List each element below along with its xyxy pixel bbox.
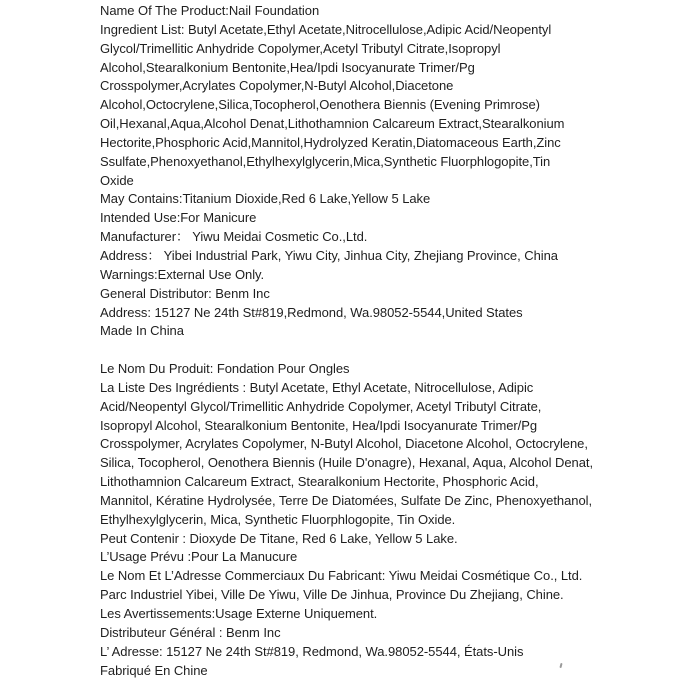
ingredient-list-line: Ssulfate,Phenoxyethanol,Ethylhexylglycerin,Mica,Synthetic Fluorphlogopite,Tin [100,153,551,169]
warnings-line: Warnings:External Use Only. [100,266,265,282]
ingredient-list-line: Alcohol,Octocrylene,Silica,Tocopherol,Oenothera Biennis (Evening Primrose) [100,97,540,113]
ingredient-list-line: Ingredient List: Butyl Acetate,Ethyl Acetate,Nitrocellulose,Adipic Acid/Neopentyl [100,21,552,37]
ingredient-list-line-fr: Crosspolymer, Acrylates Copolymer, N-Butyl Alcohol, Diacetone Alcohol, Octocrylene, [100,436,588,452]
label-text-block [100,2,660,679]
warnings-line-fr: Les Avertissements:Usage Externe Uniquement. [100,606,378,621]
distributor-line-fr: Distributeur Général : Benm Inc [100,624,281,640]
ingredient-list-line-fr: Lithothamnion Calcareum Extract, Stearalkonium Hectorite, Phosphoric Acid, [100,474,539,490]
product-name-line: Name Of The Product:Nail Foundation [100,3,320,18]
ingredient-list-line: Oil,Hexanal,Aqua,Alcohol Denat,Lithothamnion Calcareum Extract,Stearalkonium [100,116,565,132]
section-separator [100,341,660,360]
may-contains-line: May Contains:Titanium Dioxide,Red 6 Lake,Yellow 5 Lake [100,191,431,207]
ingredient-list-line: Alcohol,Stearalkonium Bentonite,Hea/Ipdi Isocyanurate Trimer/Pg [100,59,475,75]
manufacturer-line-fr: Le Nom Et L’Adresse Commerciaux Du Fabricant: Yiwu Meidai Cosmétique Co., Ltd. [100,568,583,584]
manufacturer-address-line: Address： Yibei Industrial Park, Yiwu City, Jinhua City, Zhejiang Province, China [100,247,558,263]
intended-use-line-fr: L’Usage Prévu :Pour La Manucure [100,549,298,565]
made-in-line-fr: Fabriqué En Chine [100,662,208,678]
distributor-address-line: Address: 15127 Ne 24th St#819,Redmond, Wa.98052-5544,United States [100,304,523,320]
manufacturer-address-line-fr: Parc Industriel Yibei, Ville De Yiwu, Ville De Jinhua, Province Du Zhejiang, Chine. [100,587,564,603]
product-name-line-fr: Le Nom Du Produit: Fondation Pour Ongles [100,361,350,377]
intended-use-line: Intended Use:For Manicure [100,210,257,226]
ingredient-list-line-fr: Silica, Tocopherol, Oenothera Biennis (Huile D'onagre), Hexanal, Aqua, Alcohol Denat, [100,455,594,471]
ingredient-list-line-fr: Isopropyl Alcohol, Stearalkonium Bentonite, Hea/Ipdi Isocyanurate Trimer/Pg [100,417,538,433]
may-contains-line-fr: Peut Contenir : Dioxyde De Titane, Red 6 Lake, Yellow 5 Lake. [100,530,458,546]
ingredient-list-line-fr: Mannitol, Kératine Hydrolysée, Terre De Diatomées, Sulfate De Zinc, Phenoxyethanol, [100,492,593,508]
ingredient-list-line-fr: La Liste Des Ingrédients : Butyl Acetate, Ethyl Acetate, Nitrocellulose, Adipic [100,379,534,395]
distributor-address-line-fr: L’ Adresse: 15127 Ne 24th St#819, Redmond, Wa.98052-5544, États-Unis [100,643,524,659]
ingredient-list-line-fr: Acid/Neopentyl Glycol/Trimellitic Anhydride Copolymer, Acetyl Tributyl Citrate, [100,398,542,414]
made-in-line: Made In China [100,323,184,339]
ingredient-list-line: Hectorite,Phosphoric Acid,Mannitol,Hydrolyzed Keratin,Diatomaceous Earth,Zinc [100,134,561,150]
ingredient-list-line-fr: Ethylhexylglycerin, Mica, Synthetic Fluorphlogopite, Tin Oxide. [100,511,456,527]
ingredient-list-line: Glycol/Trimellitic Anhydride Copolymer,Acetyl Tributyl Citrate,Isopropyl [100,40,501,56]
english-label-section [100,2,660,341]
manufacturer-line: Manufacturer： Yiwu Meidai Cosmetic Co.,Ltd. [100,229,368,245]
distributor-line: General Distributor: Benm Inc [100,285,270,301]
ingredient-list-line: Crosspolymer,Acrylates Copolymer,N-Butyl Alcohol,Diacetone [100,78,454,94]
ingredient-list-line: Oxide [100,172,134,188]
french-label-section [100,360,660,679]
